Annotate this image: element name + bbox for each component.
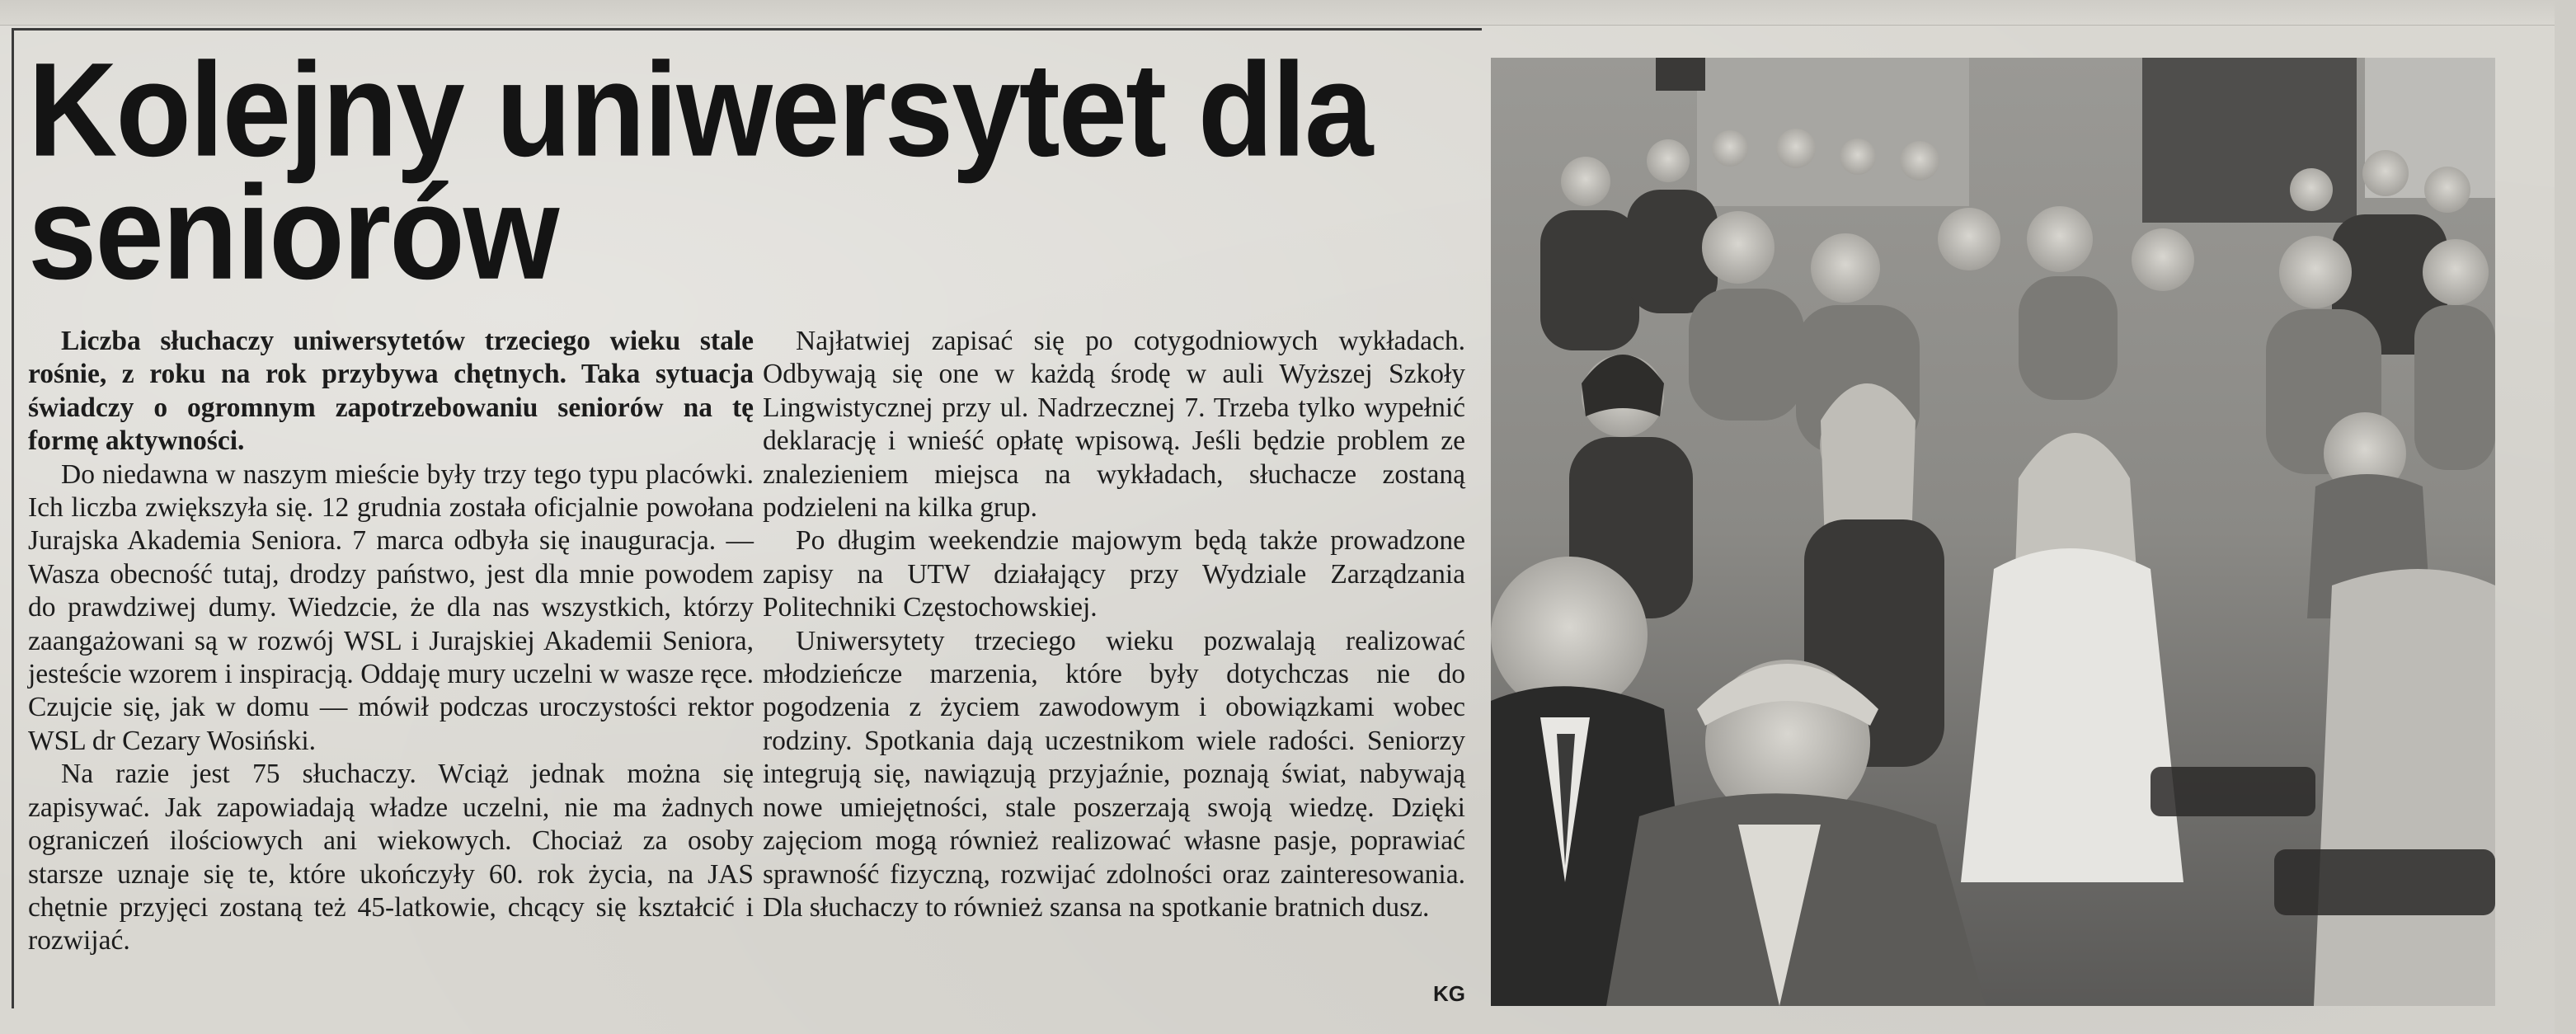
article-paragraph: Po długim weekendzie majowym będą także prowadzone zapisy na UTW działający przy Wydziale Zarządzania Politechniki Częstochowskiej. <box>763 525 1465 623</box>
article-paragraph: Uniwersytety trzeciego wieku pozwalają realizować młodzieńcze marzenia, które były dotychczas nie do pogodzenia z życiem zawodowym i obowiązkami wobec rodziny. Spotkania dają uczestnikom wiele radości. Seniorzy integrują się, nawiązują przyjaźnie, poznają świat, nabywają nowe umiejętności, stale poszerzają swoją wiedzę. Dzięki zajęciom mogą również realizować własne pasje, poprawiać sprawność fizyczną, rozwijać zdolności oraz zainteresowania. Dla słuchaczy to również szansa na spotkanie bratnich dusz. <box>763 625 1465 923</box>
article-column-2 <box>763 325 1465 924</box>
article-paragraph: Na razie jest 75 słuchaczy. Wciąż jednak można się zapisywać. Jak zapowiadają władze uczelni, nie ma żadnych ograniczeń ilościowych ani wiekowych. Chociaż za osoby starsze uznaje się te, które ukończyły 60. rok życia, na JAS chętnie przyjęci zostaną też 45-latkowie, chcący się kształcić i rozwijać. <box>28 759 754 956</box>
author-signature: KG <box>1433 981 1465 1006</box>
page-right-edge <box>2555 0 2576 1034</box>
audience-photo <box>1491 58 2495 1006</box>
audience-photo-illustration <box>1491 58 2495 1006</box>
article-paragraph: Najłatwiej zapisać się po cotygodniowych wykładach. Odbywają się one w każdą środę w auli Wyższej Szkoły Lingwistycznej przy ul. Nadrzecznej 7. Trzeba tylko wypełnić deklarację i wnieść opłatę wpisową. Jeśli będzie problem ze znalezieniem miejsca na wykładach, słuchacze zostaną podzieleni na kilka grup. <box>763 326 1465 524</box>
article-column-2-wrap <box>763 325 1465 1005</box>
article-paragraph: Do niedawna w naszym mieście były trzy tego typu placówki. Ich liczba zwiększyła się. 12 grudnia została oficjalnie powołana Jurajska Akademia Seniora. 7 marca odbyła się inauguracja. — Wasza obecność tutaj, drodzy państwo, jest dla mnie powodem do prawdziwej dumy. Wiedzcie, że dla nas wszystkich, którzy zaangażowani są w rozwój WSL i Jurajskiej Akademii Seniora, jesteście wzorem i inspiracją. Oddaję mury uczelni w wasze ręce. Czujcie się, jak w domu — mówił podczas uroczystości rektor WSL dr Cezary Wosiński. <box>28 458 754 756</box>
article-lead: Liczba słuchaczy uniwersytetów trzeciego wieku stale rośnie, z roku na rok przybywa chętnych. Taka sytuacja świadczy o ogromnym zapotrzebowaniu seniorów na tę formę aktywności. <box>28 326 754 457</box>
page-top-edge <box>0 0 2576 26</box>
article-column-1 <box>28 325 754 958</box>
article-headline: Kolejny uniwersytet dla seniorów <box>28 34 1372 308</box>
